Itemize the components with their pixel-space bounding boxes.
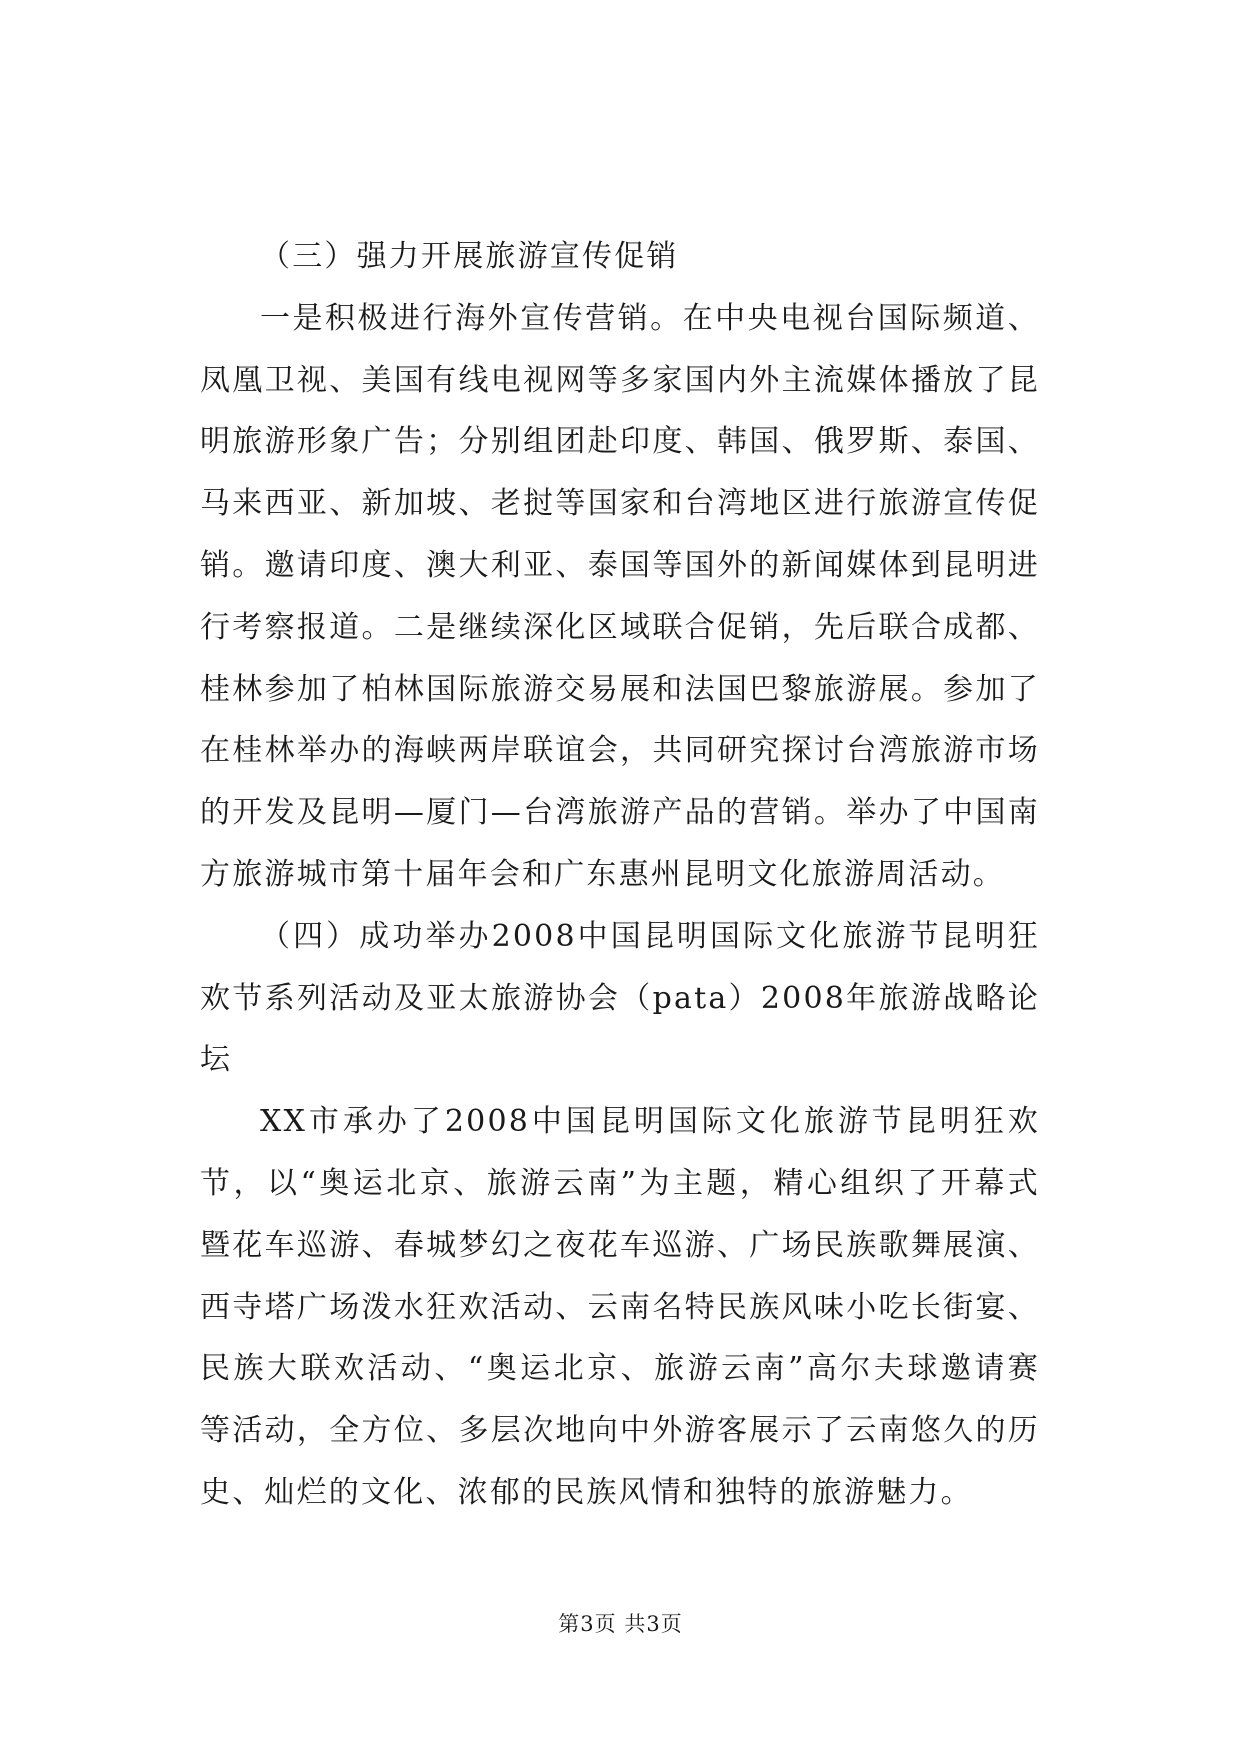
- body-paragraph: 一是积极进行海外宣传营销。在中央电视台国际频道、凤凰卫视、美国有线电视网等多家国内外主流媒体播放了昆明旅游形象广告；分别组团赴印度、韩国、俄罗斯、泰国、马来西亚、新加坡、老挝等国家和台湾地区进行旅游宣传促销。邀请印度、澳大利亚、泰国等国外的新闻媒体到昆明进行考察报道。二是继续深化区域联合促销，先后联合成都、桂林参加了柏林国际旅游交易展和法国巴黎旅游展。参加了在桂林举办的海峡两岸联谊会，共同研究探讨台湾旅游市场的开发及昆明—厦门—台湾旅游产品的营销。举办了中国南方旅游城市第十届年会和广东惠州昆明文化旅游周活动。: [200, 300, 1040, 892]
- body-paragraph: XX市承办了2008中国昆明国际文化旅游节昆明狂欢节，以“奥运北京、旅游云南”为主题，精心组织了开幕式暨花车巡游、春城梦幻之夜花车巡游、广场民族歌舞展演、西寺塔广场泼水狂欢活动、云南名特民族风味小吃长街宴、民族大联欢活动、“奥运北京、旅游云南”高尔夫球邀请赛等活动，全方位、多层次地向中外游客展示了云南悠久的历史、灿烂的文化、浓郁的民族风情和独特的旅游魅力。: [200, 1104, 1040, 1510]
- page-number-footer: 第3页 共3页: [558, 1612, 683, 1636]
- document-body: [200, 226, 1040, 1524]
- section-heading-3: （三）强力开展旅游宣传促销: [260, 239, 679, 274]
- section-heading-4: （四）成功举办2008中国昆明国际文化旅游节昆明狂欢节系列活动及亚太旅游协会（pata）2008年旅游战略论坛: [200, 918, 1040, 1078]
